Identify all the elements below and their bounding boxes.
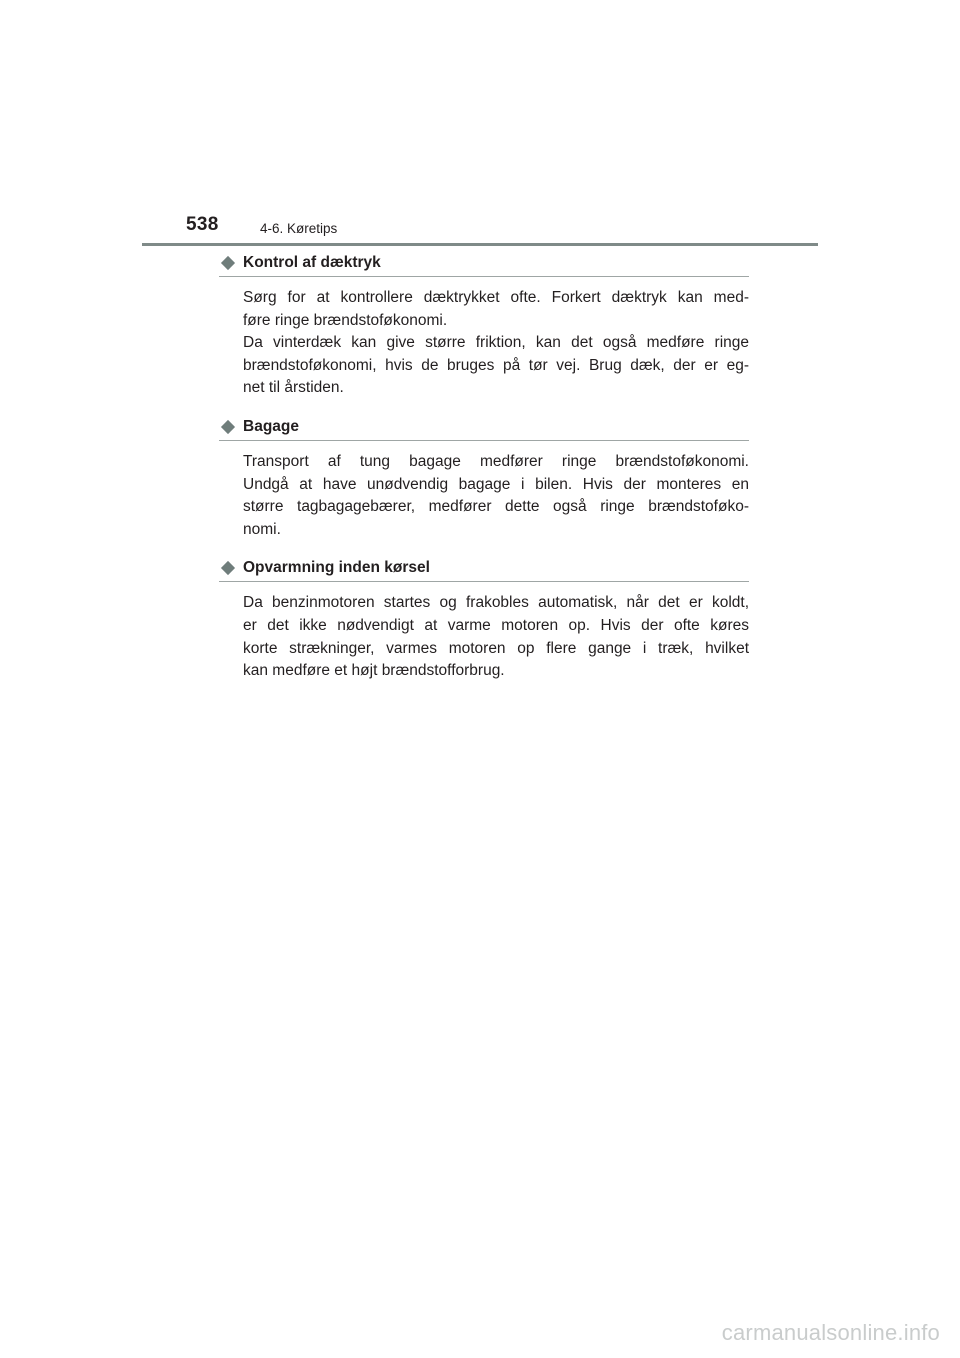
- section-label: 4-6. Køretips: [260, 221, 338, 236]
- text-line: korte strækninger, varmes motoren op flere gange i træk, hvilket: [243, 639, 749, 657]
- section-heading: [219, 416, 749, 441]
- text-line: net til årstiden.: [243, 379, 344, 397]
- text-line: Undgå at have unødvendig bagage i bilen. Hvis der monteres en: [243, 475, 749, 493]
- diamond-icon: [221, 561, 235, 575]
- section-luggage: [219, 416, 749, 541]
- section-warm-up: [219, 557, 749, 682]
- text-line: føre ringe brændstoføkonomi.: [243, 311, 448, 329]
- text-line: Da vinterdæk kan give større friktion, kan det også medføre ringe: [243, 334, 749, 352]
- text-line: Sørg for at kontrollere dæktrykket ofte. Forkert dæktryk kan med-: [243, 289, 749, 306]
- text-line: Da benzinmotoren startes og frakobles automatisk, når det er koldt,: [243, 594, 749, 612]
- section-heading: [219, 252, 749, 277]
- section-heading: [219, 557, 749, 582]
- section-body: [243, 287, 749, 400]
- text-line: nomi.: [243, 520, 281, 538]
- section-title: Opvarmning inden kørsel: [243, 559, 430, 577]
- section-body: [243, 592, 749, 682]
- section-title: Bagage: [243, 417, 299, 435]
- page-header: [0, 0, 960, 250]
- watermark: carmanualsonline.info: [721, 1320, 940, 1345]
- text-line: Transport af tung bagage medfører ringe brændstoføkonomi.: [243, 452, 749, 470]
- section-body: [243, 451, 749, 541]
- section-tire-pressure: [219, 252, 749, 400]
- page-content: [219, 252, 749, 699]
- header-divider: [142, 243, 818, 246]
- text-line: brændstoføkonomi, hvis de bruges på tør vej. Brug dæk, der er eg-: [243, 356, 749, 374]
- section-title: Kontrol af dæktryk: [243, 254, 381, 271]
- text-line: kan medføre et højt brændstofforbrug.: [243, 662, 505, 680]
- page-number: 538: [186, 214, 219, 235]
- text-line: er det ikke nødvendigt at varme motoren op. Hvis der ofte køres: [243, 616, 749, 634]
- text-line: større tagbagagebærer, medfører dette også ringe brændstoføko-: [243, 498, 749, 516]
- diamond-icon: [221, 256, 235, 270]
- diamond-icon: [221, 420, 235, 434]
